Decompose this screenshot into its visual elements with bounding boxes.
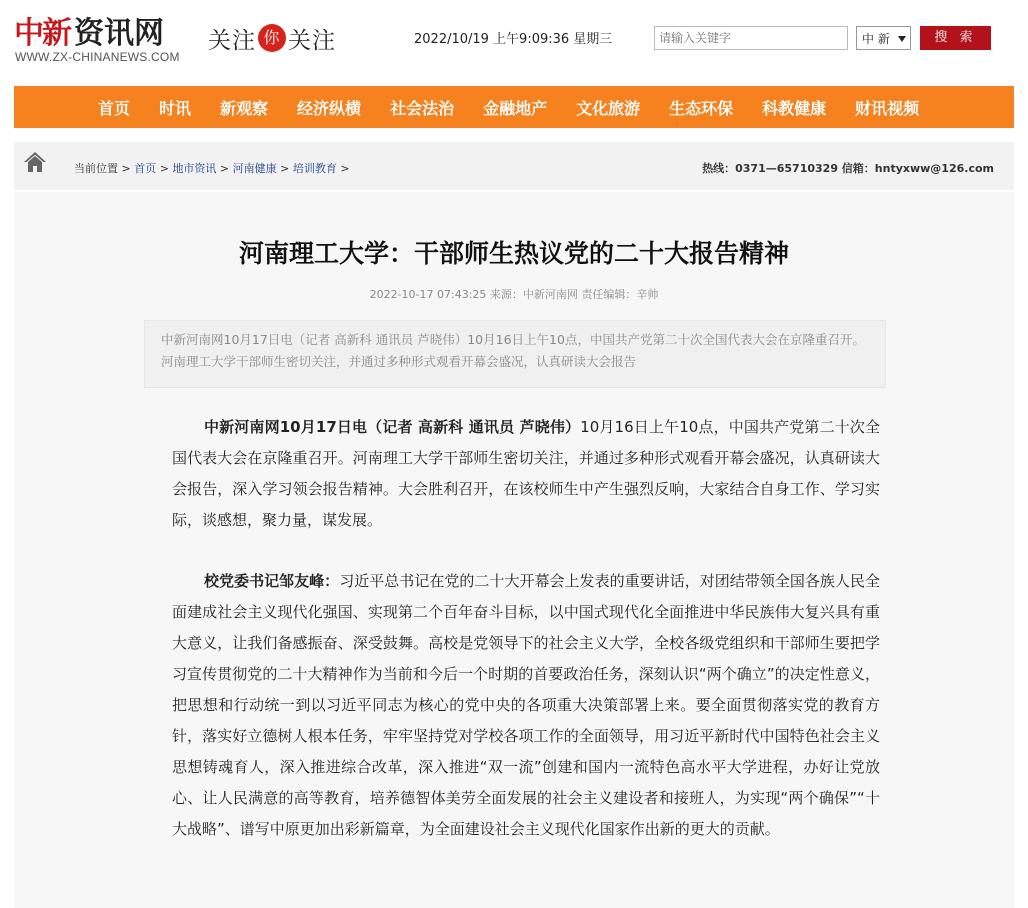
- paragraph-lead: 校党委书记邹友峰：: [204, 572, 340, 590]
- breadcrumb-henan-health[interactable]: 河南健康: [232, 162, 277, 175]
- current-datetime: 2022/10/19 上午9:09:36 星期三: [414, 32, 613, 47]
- logo-red-text: 中新: [14, 16, 70, 51]
- nav-item-finance-realestate[interactable]: 金融地产: [483, 98, 548, 118]
- nav-item-news[interactable]: 时讯: [159, 98, 192, 118]
- nav-item-society-law[interactable]: 社会法治: [390, 98, 455, 118]
- logo-url: WWW.ZX-CHINANEWS.COM: [15, 50, 180, 64]
- article-paragraph: [172, 566, 880, 845]
- slogan-mid: 你的: [258, 24, 286, 52]
- nav-item-economy[interactable]: 经济纵横: [297, 98, 362, 118]
- channel-select[interactable]: [856, 26, 911, 50]
- logo-text: [14, 8, 164, 52]
- breadcrumb: 当前位置 > 首页 > 地市资讯 > 河南健康 > 培训教育 >: [74, 162, 350, 175]
- triangle-down-icon: [898, 31, 906, 45]
- logo-black-text: 资讯网: [74, 16, 164, 51]
- search-button[interactable]: 搜 索: [920, 26, 991, 50]
- nav-item-observation[interactable]: 新观察: [220, 98, 269, 118]
- breadcrumb-local-news[interactable]: 地市资讯: [172, 162, 217, 175]
- slogan-right: 关注: [288, 27, 336, 54]
- main-nav: [14, 86, 1014, 128]
- breadcrumb-training-education[interactable]: 培训教育: [292, 162, 337, 175]
- paragraph-text: 10月16日上午10点，中国共产党第二十次全国代表大会在京隆重召开。河南理工大学干部师生密切关注，并通过多种形式观看开幕会盛况，认真研读大会报告，深入学习领会报告精神。大会胜利召开，在该校师生中产生强烈反响，大家结合自身工作、学习实际，谈感想，聚力量，谋发展。: [172, 418, 881, 529]
- article-summary: 中新河南网10月17日电（记者 高新科 通讯员 芦晓伟）10月16日上午10点，中国共产党第二十次全国代表大会在京隆重召开。河南理工大学干部师生密切关注，并通过多种形式观看开幕会盛况，认真研读大会报告: [144, 320, 886, 388]
- slogan-left: 关注: [208, 27, 256, 54]
- breadcrumb-home[interactable]: 首页: [134, 162, 157, 175]
- channel-select-value: 中 新: [862, 31, 890, 46]
- nav-item-home[interactable]: 首页: [98, 98, 131, 118]
- site-logo[interactable]: [14, 8, 184, 66]
- breadcrumb-bar: [14, 142, 1014, 190]
- contact-hotline: 热线：0371—65710329 信箱：hntyxww@126.com: [702, 162, 994, 175]
- paragraph-text: 习近平总书记在党的二十大开幕会上发表的重要讲话，对团结带领全国各族人民全面建成社会主义现代化强国、实现第二个百年奋斗目标，以中国式现代化全面推进中华民族伟大复兴具有重大意义，让我们备感振奋、深受鼓舞。高校是党领导下的社会主义大学，全校各级党组织和干部师生要把学习宣传贯彻党的二十大精神作为当前和今后一个时期的首要政治任务，深刻认识“两个确立”的决定性意义，把思想和行动统一到以习近平同志为核心的党中央的各项重大决策部署上来。要全面贯彻落实党的教育方针，落实好立德树人根本任务，牢牢坚持党对学校各项工作的全面领导，用习近平新时代中国特色社会主义思想铸魂育人，深入推进综合改革，深入推进“双一流”创建和国内一流特色高水平大学进程，办好让党放心、让人民满意的高等教育，培养德智体美劳全面发展的社会主义建设者和接班人，为实现“两个确保”“十大战略”、谱写中原更加出彩新篇章，为全面建设社会主义现代化国家作出新的更大的贡献。: [172, 572, 880, 838]
- paragraph-lead: 中新河南网10月17日电（记者 高新科 通讯员 芦晓伟）: [204, 418, 581, 436]
- search-input[interactable]: [654, 26, 848, 50]
- article: [14, 192, 1014, 908]
- article-meta: 2022-10-17 07:43:25 来源：中新河南网 责任编辑：辛帅: [369, 288, 659, 301]
- nav-item-science-health[interactable]: 科教健康: [762, 98, 827, 118]
- nav-item-ecology[interactable]: 生态环保: [669, 98, 734, 118]
- breadcrumb-prefix: 当前位置 >: [74, 162, 131, 175]
- home-icon[interactable]: [23, 151, 47, 173]
- site-header: [0, 0, 1028, 86]
- article-title: 河南理工大学：干部师生热议党的二十大报告精神: [238, 239, 789, 268]
- site-slogan: [208, 20, 336, 75]
- article-body: [172, 412, 880, 875]
- nav-item-culture-travel[interactable]: 文化旅游: [576, 98, 641, 118]
- article-paragraph: [172, 412, 880, 536]
- nav-item-finance-video[interactable]: 财讯视频: [855, 98, 920, 118]
